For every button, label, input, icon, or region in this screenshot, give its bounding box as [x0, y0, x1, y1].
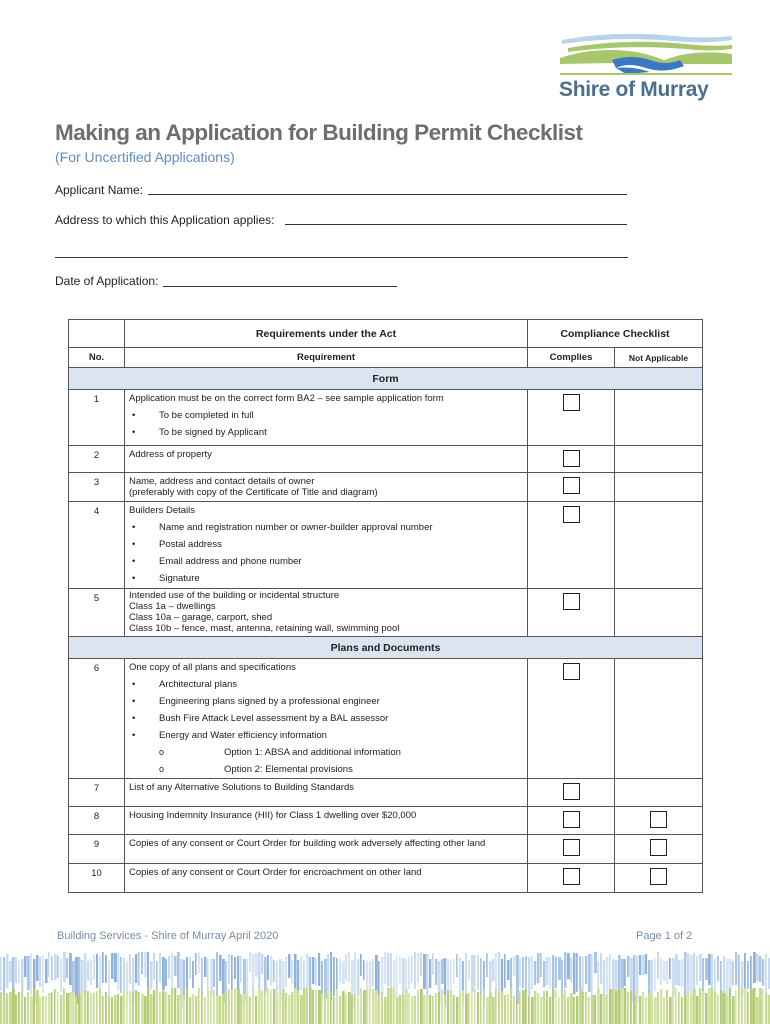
requirement-text: Class 10b – fence, mast, antenna, retaining wall, swimming pool — [129, 623, 400, 634]
row-number: 2 — [69, 446, 125, 473]
page-title: Making an Application for Building Permit Checklist — [55, 120, 583, 145]
requirement-text: Copies of any consent or Court Order for building work adversely affecting other land — [129, 838, 486, 849]
header-compliance: Compliance Checklist — [528, 320, 703, 348]
complies-checkbox[interactable] — [563, 811, 580, 828]
col-requirement: Requirement — [125, 348, 528, 368]
complies-checkbox[interactable] — [563, 477, 580, 494]
complies-checkbox[interactable] — [563, 450, 580, 467]
complies-checkbox[interactable] — [563, 663, 580, 680]
list-item: • Energy and Water efficiency information — [129, 730, 523, 741]
address-label: Address to which this Application applies: — [55, 213, 275, 227]
table-row — [69, 589, 703, 637]
row-number: 6 — [69, 659, 125, 779]
list-item: • Signature — [129, 573, 523, 584]
page-number: Page 1 of 2 — [636, 930, 693, 942]
complies-checkbox[interactable] — [563, 593, 580, 610]
requirement-text: Name, address and contact details of owner — [129, 476, 315, 487]
col-not-applicable: Not Applicable — [615, 348, 703, 368]
table-row — [69, 446, 703, 473]
list-item: • To be completed in full — [129, 410, 523, 421]
table-row — [69, 659, 703, 779]
requirement-text: One copy of all plans and specifications — [129, 662, 296, 673]
complies-checkbox[interactable] — [563, 394, 580, 411]
list-item: • Postal address — [129, 539, 523, 550]
row-number: 10 — [69, 864, 125, 893]
requirement-text: Application must be on the correct form BA2 – see sample application form — [129, 393, 444, 404]
list-item: • To be signed by Applicant — [129, 427, 523, 438]
row-number: 3 — [69, 473, 125, 502]
list-item: • Name and registration number or owner-builder approval number — [129, 522, 523, 533]
row-number: 9 — [69, 835, 125, 864]
col-no: No. — [69, 348, 125, 368]
date-line[interactable] — [163, 286, 397, 287]
header-requirements: Requirements under the Act — [125, 320, 528, 348]
requirement-text: Address of property — [129, 449, 212, 460]
section-form: Form — [69, 368, 703, 390]
applicant-name-label: Applicant Name: — [55, 183, 144, 197]
row-number: 5 — [69, 589, 125, 637]
not-applicable-checkbox[interactable] — [650, 868, 667, 885]
row-number: 7 — [69, 779, 125, 807]
complies-checkbox[interactable] — [563, 506, 580, 523]
sub-list-item: o Option 1: ABSA and additional information — [129, 747, 523, 758]
section-plans: Plans and Documents — [69, 637, 703, 659]
row-number: 1 — [69, 390, 125, 446]
sub-list-item: o Option 2: Elemental provisions — [129, 764, 523, 775]
requirement-text: Intended use of the building or incidental structure — [129, 590, 340, 601]
address-line[interactable] — [285, 224, 627, 225]
row-number: 8 — [69, 807, 125, 835]
row-number: 4 — [69, 502, 125, 589]
table-row — [69, 390, 703, 446]
list-item: • Architectural plans — [129, 679, 523, 690]
requirement-text: Class 10a – garage, carport, shed — [129, 612, 273, 623]
table-row — [69, 864, 703, 893]
requirement-text: Housing Indemnity Insurance (HII) for Class 1 dwelling over $20,000 — [129, 810, 417, 821]
col-complies: Complies — [528, 348, 615, 368]
footer-text: Building Services - Shire of Murray April 2020 — [57, 930, 279, 942]
not-applicable-checkbox[interactable] — [650, 811, 667, 828]
table-row — [69, 807, 703, 835]
date-label: Date of Application: — [55, 274, 159, 288]
requirement-text: (preferably with copy of the Certificate of Title and diagram) — [129, 487, 378, 498]
requirement-text: Class 1a – dwellings — [129, 601, 216, 612]
table-row — [69, 779, 703, 807]
complies-checkbox[interactable] — [563, 839, 580, 856]
complies-checkbox[interactable] — [563, 783, 580, 800]
decorative-footer-pattern — [0, 948, 770, 1024]
list-item: • Email address and phone number — [129, 556, 523, 567]
table-row — [69, 835, 703, 864]
complies-checkbox[interactable] — [563, 868, 580, 885]
not-applicable-checkbox[interactable] — [650, 839, 667, 856]
requirement-text: List of any Alternative Solutions to Building Standards — [129, 782, 354, 793]
logo-text: Shire of Murray — [559, 78, 709, 101]
requirement-text: Copies of any consent or Court Order for encroachment on other land — [129, 867, 422, 878]
requirement-text: Builders Details — [129, 505, 195, 516]
table-row — [69, 502, 703, 589]
requirements-table — [68, 319, 703, 893]
list-item: • Bush Fire Attack Level assessment by a BAL assessor — [129, 713, 523, 724]
table-row — [69, 473, 703, 502]
address-line-2[interactable] — [55, 257, 628, 258]
applicant-name-line[interactable] — [148, 194, 627, 195]
list-item: • Engineering plans signed by a professional engineer — [129, 696, 523, 707]
page-subtitle: (For Uncertified Applications) — [55, 149, 235, 165]
